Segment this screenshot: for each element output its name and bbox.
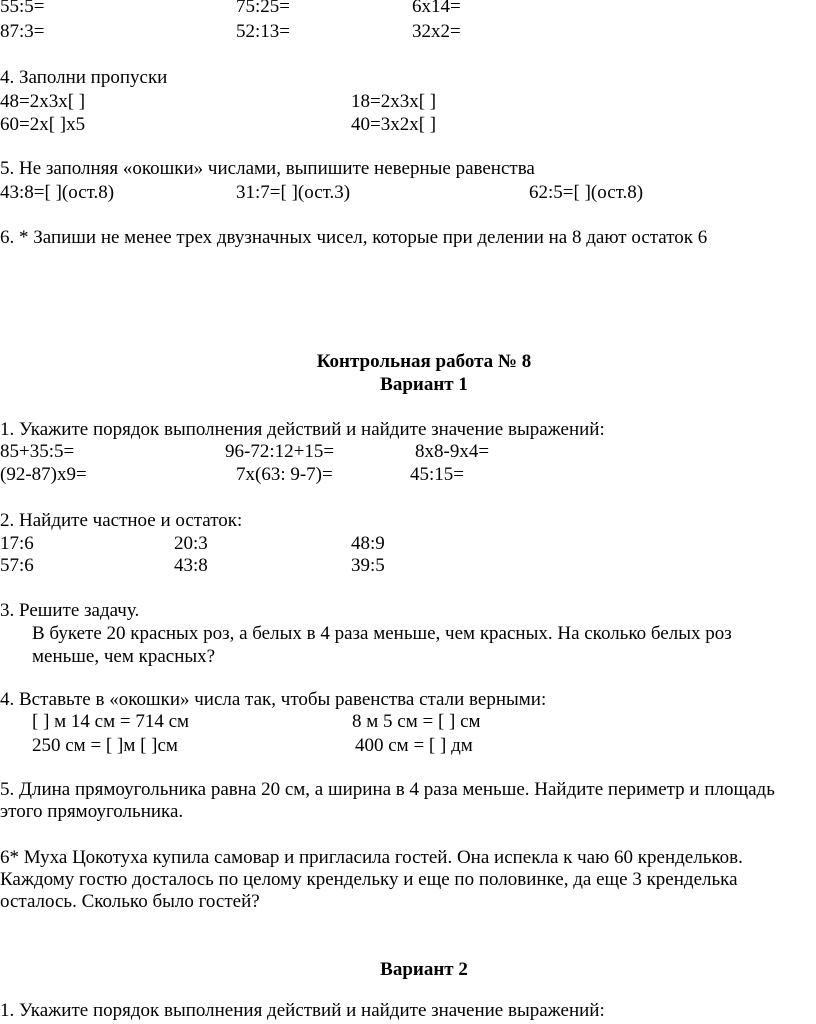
test-title: Контрольная работа № 8 [316, 351, 532, 372]
task-heading: 3. Решите задачу. [0, 600, 140, 621]
equation: 40=3x2x[ ] [351, 114, 437, 135]
problem-text: В букете 20 красных роз, а белых в 4 раза меньше, чем красных. На сколько белых роз [32, 623, 732, 644]
equation: 60=2x[ ]x5 [0, 114, 86, 135]
expression: 52:13= [236, 21, 290, 42]
expression: 75:25= [236, 0, 290, 17]
expression: 7x(63: 9-7)= [236, 464, 333, 485]
task-text: 6* Муха Цокотуха купила самовар и пригласила гостей. Она испекла к чаю 60 крендельков. [0, 847, 743, 868]
expression: 6x14= [412, 0, 461, 17]
expression: 57:6 [0, 555, 34, 576]
task-heading: 1. Укажите порядок выполнения действий и найдите значение выражений: [0, 419, 605, 440]
expression: 96-72:12+15= [225, 441, 335, 462]
task-text: 5. Длина прямоугольника равна 20 см, а ширина в 4 раза меньше. Найдите периметр и площадь [0, 779, 775, 800]
variant-title: Вариант 2 [380, 959, 468, 980]
expression: 48:9 [351, 533, 385, 554]
expression: (92-87)x9= [0, 464, 87, 485]
expression: 43:8 [174, 555, 208, 576]
equation: 18=2x3x[ ] [351, 91, 437, 112]
problem-text: меньше, чем красных? [32, 646, 216, 667]
equation: 250 см = [ ]м [ ]см [32, 735, 178, 756]
expression: 20:3 [174, 533, 208, 554]
equation: 48=2x3x[ ] [0, 91, 86, 112]
equation: 8 м 5 см = [ ] см [352, 711, 481, 732]
expression: 45:15= [410, 464, 464, 485]
expression: 17:6 [0, 533, 34, 554]
expression: 55:5= [0, 0, 45, 17]
equation: 43:8=[ ](ост.8) [0, 182, 115, 203]
expression: 87:3= [0, 21, 45, 42]
equation: 62:5=[ ](ост.8) [529, 182, 644, 203]
task-heading: 1. Укажите порядок выполнения действий и найдите значение выражений: [0, 1000, 605, 1021]
task-text: осталось. Сколько было гостей? [0, 891, 260, 912]
task-heading: 5. Не заполняя «окошки» числами, выпишите неверные равенства [0, 158, 535, 179]
task-text: Каждому гостю досталось по целому крендельку и еще по половинке, да еще 3 кренделька [0, 869, 738, 890]
task-heading: 4. Вставьте в «окошки» числа так, чтобы равенства стали верными: [0, 689, 547, 710]
variant-title: Вариант 1 [380, 374, 468, 395]
task-heading: 6. * Запиши не менее трех двузначных чисел, которые при делении на 8 дают остаток 6 [0, 227, 708, 248]
expression: 8x8-9x4= [415, 441, 490, 462]
equation: 400 см = [ ] дм [355, 735, 473, 756]
expression: 39:5 [351, 555, 385, 576]
task-heading: 2. Найдите частное и остаток: [0, 510, 243, 531]
equation: [ ] м 14 см = 714 см [32, 711, 190, 732]
task-heading: 4. Заполни пропуски [0, 67, 168, 88]
expression: 85+35:5= [0, 441, 75, 462]
expression: 32x2= [412, 21, 461, 42]
task-text: этого прямоугольника. [0, 801, 184, 822]
equation: 31:7=[ ](ост.3) [236, 182, 351, 203]
